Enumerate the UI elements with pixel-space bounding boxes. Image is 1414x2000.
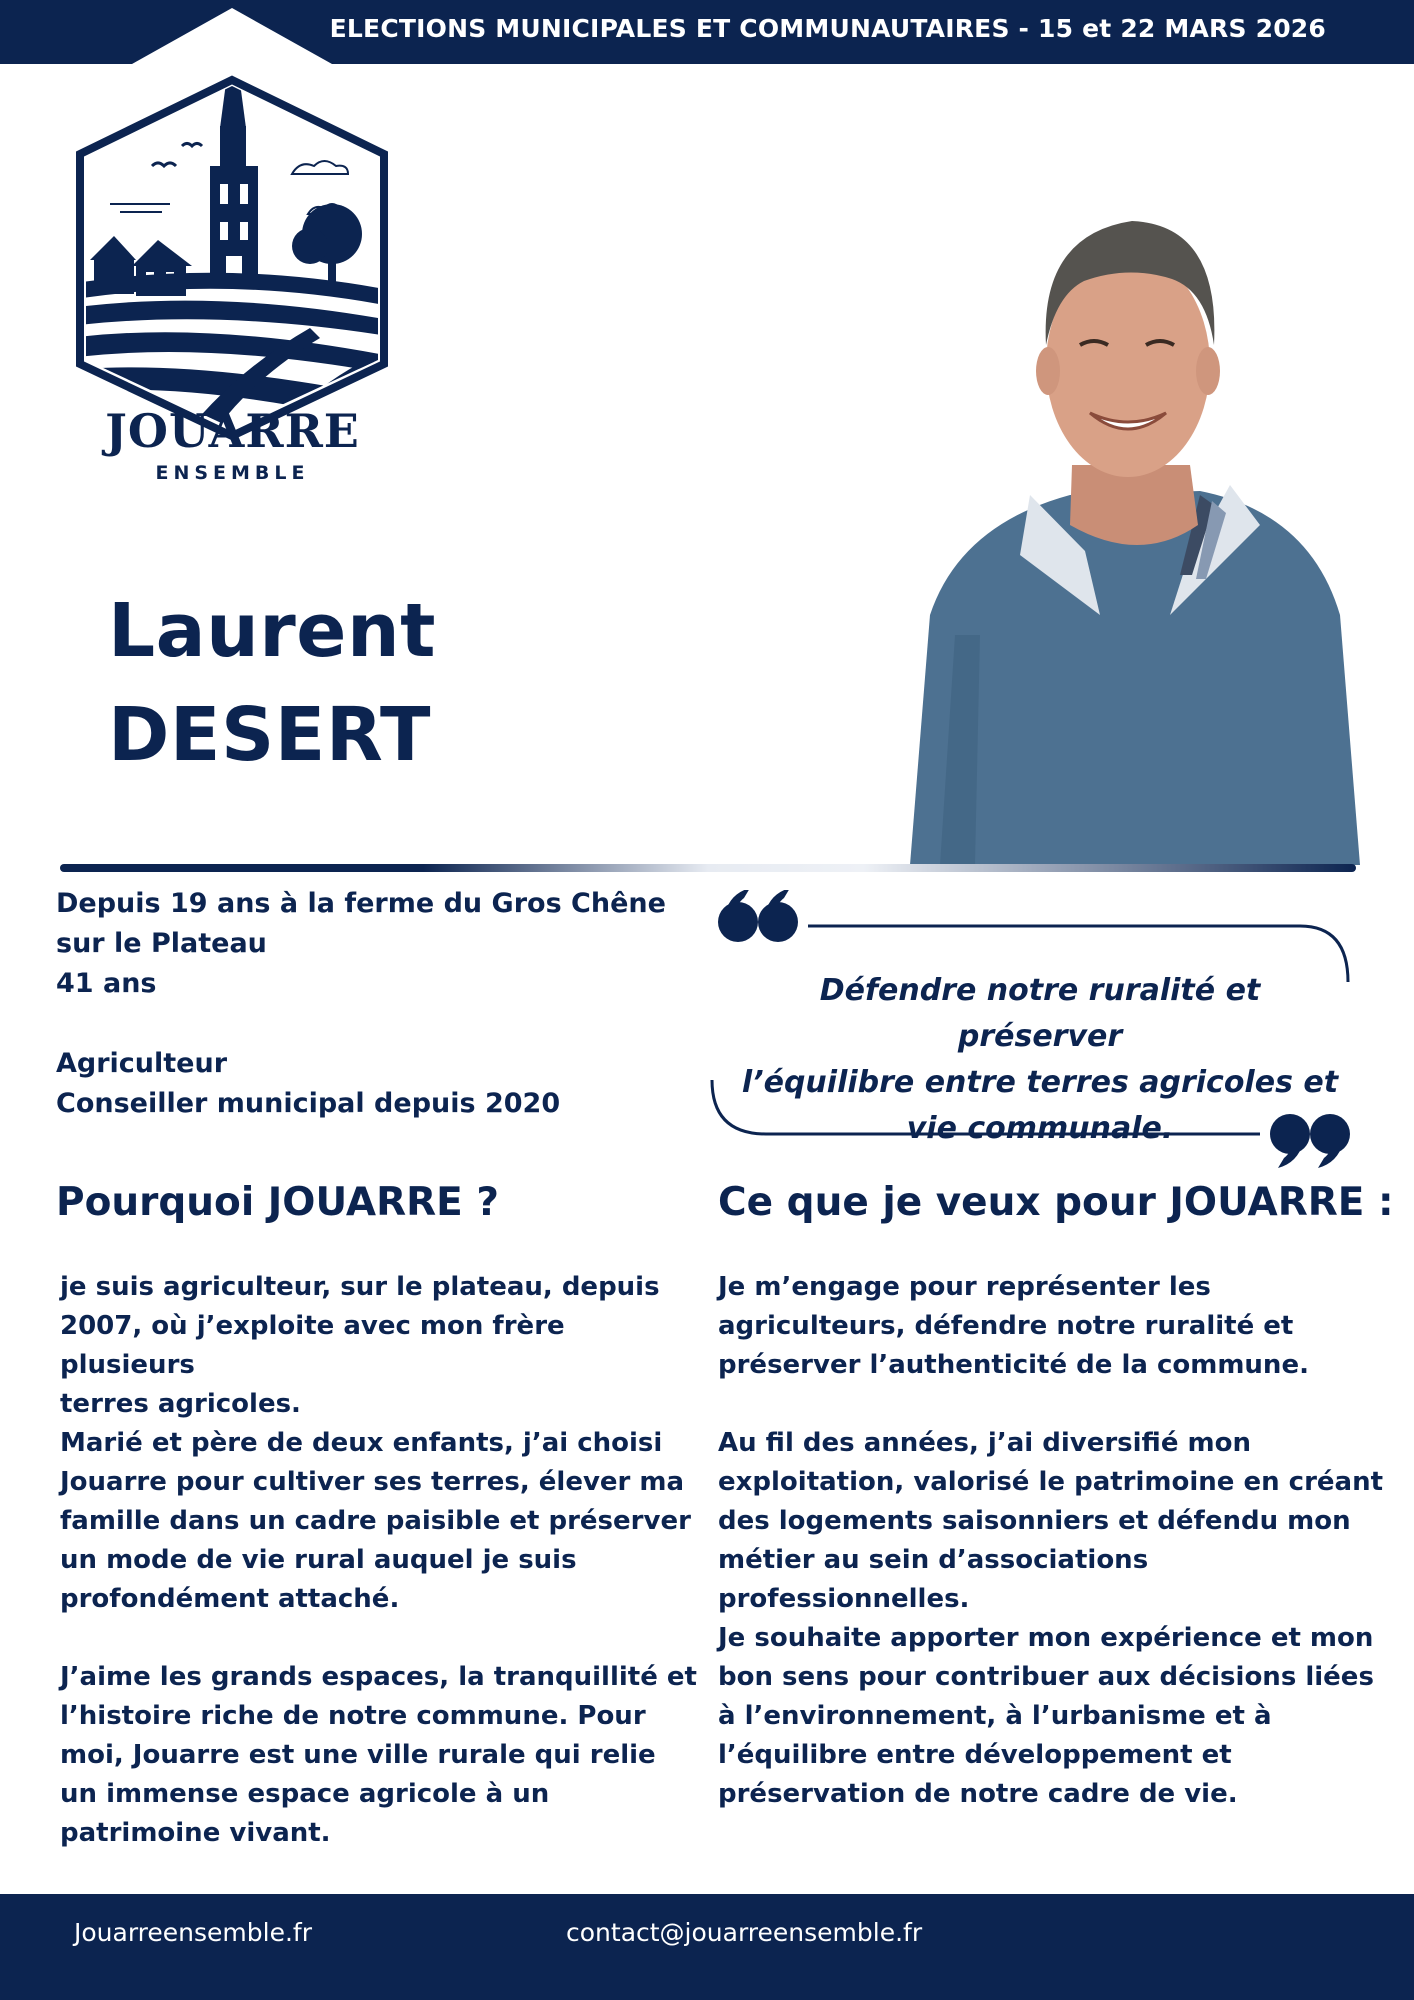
logo-wordmark: JOUARRE: [105, 404, 360, 458]
info-age: 41 ans: [56, 968, 157, 999]
website-link[interactable]: Jouarreensemble.fr: [74, 1918, 312, 1947]
footer-bar: [0, 1894, 1414, 2000]
election-banner-text: ELECTIONS MUNICIPALES ET COMMUNAUTAIRES - 15 et 22 MARS 2026: [329, 14, 1326, 43]
why-paragraph-1: je suis agriculteur, sur le plateau, depuis 2007, où j’exploite avec mon frère plusieurs terres agricoles. Marié et père de deux enfants, j’ai choisi Jouarre pour cultiver ses terres, élever ma famille dans un cadre paisible et préserver un mode de vie rural auquel je suis profondément attaché.: [60, 1272, 691, 1614]
email-link[interactable]: contact@jouarreensemble.fr: [566, 1918, 923, 1947]
goals-title: Ce que je veux pour JOUARRE :: [718, 1180, 1394, 1225]
goals-paragraph-1: Je m’engage pour représenter les agriculteurs, défendre notre ruralité et préserver l’authenticité de la commune.: [718, 1272, 1309, 1380]
why-jouarre-text: [60, 1268, 700, 1853]
quote-line-2: l’équilibre entre terres agricoles et: [741, 1065, 1339, 1100]
quote-line-1: Défendre notre ruralité et préserver: [819, 973, 1261, 1054]
open-quote-icon: [718, 890, 798, 942]
candidate-first-name: Laurent: [108, 588, 437, 674]
goals-text: [718, 1268, 1386, 1814]
info-plateau-line: sur le Plateau: [56, 928, 267, 959]
info-council-role: Conseiller municipal depuis 2020: [56, 1088, 561, 1119]
candidate-portrait: [900, 195, 1360, 865]
why-jouarre-title: Pourquoi JOUARRE ?: [56, 1180, 500, 1225]
logo-tagline: ENSEMBLE: [155, 462, 310, 484]
goals-paragraph-2: Au fil des années, j’ai diversifié mon exploitation, valorisé le patrimoine en créant des logements saisonniers et défendu mon métier au sein d’associations professionnelles. Je souhaite apporter mon expérience et mon bon sens pour contribuer aux décisions liées à l’environnement, à l’urbanisme et à l’équilibre entre développement et préservation de notre cadre de vie.: [718, 1428, 1384, 1809]
info-farm-line: Depuis 19 ans à la ferme du Gros Chêne: [56, 888, 666, 919]
candidate-quote: [735, 968, 1345, 1152]
quote-line-3: vie communale.: [906, 1111, 1174, 1146]
section-divider: [60, 864, 1356, 872]
info-profession: Agriculteur: [56, 1048, 228, 1079]
candidate-last-name: DESERT: [108, 692, 431, 778]
why-paragraph-2: J’aime les grands espaces, la tranquillité et l’histoire riche de notre commune. Pour moi, Jouarre est une ville rurale qui relie un immense espace agricole à un patrimoine vivant.: [60, 1662, 697, 1848]
